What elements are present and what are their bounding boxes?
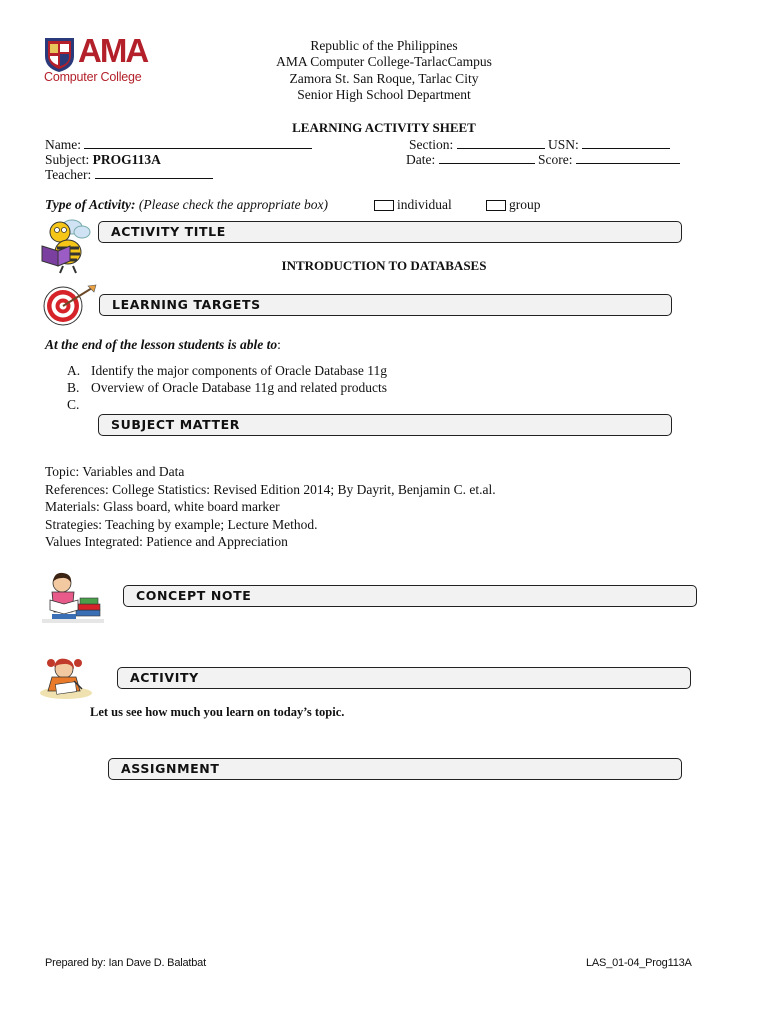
- header-line: Republic of the Philippines: [310, 38, 458, 53]
- subject-matter-heading: SUBJECT MATTER: [98, 414, 672, 436]
- learning-targets-intro-text: At the end of the lesson students is able to: [45, 337, 278, 352]
- activity-type: [45, 197, 328, 213]
- child-reading-icon: [42, 570, 104, 629]
- logo-subtitle: Computer College: [44, 70, 142, 84]
- activity-title-value: INTRODUCTION TO DATABASES: [281, 258, 487, 273]
- subject-value: PROG113A: [92, 152, 161, 167]
- subject-matter-line: Topic: Variables and Data: [45, 464, 185, 479]
- group-label: group: [509, 197, 541, 212]
- subject-matter-line: References: College Statistics: Revised Edition 2014; By Dayrit, Benjamin C. et.al.: [45, 481, 496, 497]
- list-item: [67, 396, 91, 413]
- date-label: Date:: [406, 152, 436, 167]
- learning-targets-intro-colon: :: [277, 337, 281, 352]
- activity-instruction: Let us see how much you learn on today’s topic.: [90, 705, 345, 719]
- subject-matter-content: [45, 463, 496, 551]
- subject-matter-line: Values Integrated: Patience and Appreciation: [45, 534, 288, 549]
- list-text: Overview of Oracle Database 11g and related products: [91, 380, 387, 395]
- group-checkbox[interactable]: [486, 200, 506, 211]
- assignment-heading: ASSIGNMENT: [108, 758, 682, 780]
- list-item: [67, 379, 387, 396]
- teacher-label: Teacher:: [45, 167, 92, 182]
- date-blank[interactable]: [439, 152, 535, 164]
- teacher-field[interactable]: [45, 167, 213, 183]
- document-code: LAS_01-04_Prog113A: [586, 957, 692, 969]
- group-option[interactable]: [486, 197, 541, 213]
- name-blank[interactable]: [84, 137, 312, 149]
- section-field[interactable]: [409, 137, 670, 153]
- activity-type-instruction: (Please check the appropriate box): [138, 197, 329, 212]
- individual-label: individual: [397, 197, 452, 212]
- score-blank[interactable]: [576, 152, 680, 164]
- subject-matter-line: Materials: Glass board, white board marker: [45, 499, 280, 514]
- score-label: Score:: [538, 152, 573, 167]
- name-field[interactable]: [45, 137, 312, 153]
- list-text: Identify the major components of Oracle Database 11g: [91, 363, 388, 378]
- school-header: [0, 38, 768, 103]
- list-marker: B.: [67, 380, 80, 395]
- activity-heading: ACTIVITY: [117, 667, 691, 689]
- target-icon: [42, 284, 98, 331]
- subject-label: Subject:: [45, 152, 90, 167]
- subject-field: [45, 152, 161, 168]
- date-score-field[interactable]: [406, 152, 680, 168]
- usn-blank[interactable]: [582, 137, 670, 149]
- header-line: Zamora St. San Roque, Tarlac City: [289, 70, 479, 86]
- header-line: AMA Computer College-TarlacCampus: [276, 54, 492, 70]
- child-writing-icon: [38, 655, 96, 706]
- list-marker: C.: [67, 397, 80, 412]
- concept-note-heading: CONCEPT NOTE: [123, 585, 697, 607]
- prepared-by: Prepared by: Ian Dave D. Balatbat: [45, 957, 206, 969]
- individual-option[interactable]: [374, 197, 452, 213]
- teacher-blank[interactable]: [95, 167, 213, 179]
- header-line: Senior High School Department: [297, 86, 471, 102]
- list-marker: A.: [67, 363, 81, 378]
- sheet-title: LEARNING ACTIVITY SHEET: [292, 120, 476, 135]
- individual-checkbox[interactable]: [374, 200, 394, 211]
- activity-type-label: Type of Activity:: [45, 197, 136, 212]
- name-label: Name:: [45, 137, 81, 152]
- list-item: [67, 362, 387, 379]
- usn-label: USN:: [548, 137, 579, 152]
- learning-targets-intro: [45, 337, 281, 353]
- learning-targets-heading: LEARNING TARGETS: [99, 294, 672, 316]
- subject-matter-line: Strategies: Teaching by example; Lecture Method.: [45, 516, 318, 532]
- section-label: Section:: [409, 137, 454, 152]
- logo-brand: AMA: [78, 32, 148, 69]
- section-blank[interactable]: [457, 137, 545, 149]
- activity-title-heading: ACTIVITY TITLE: [98, 221, 682, 243]
